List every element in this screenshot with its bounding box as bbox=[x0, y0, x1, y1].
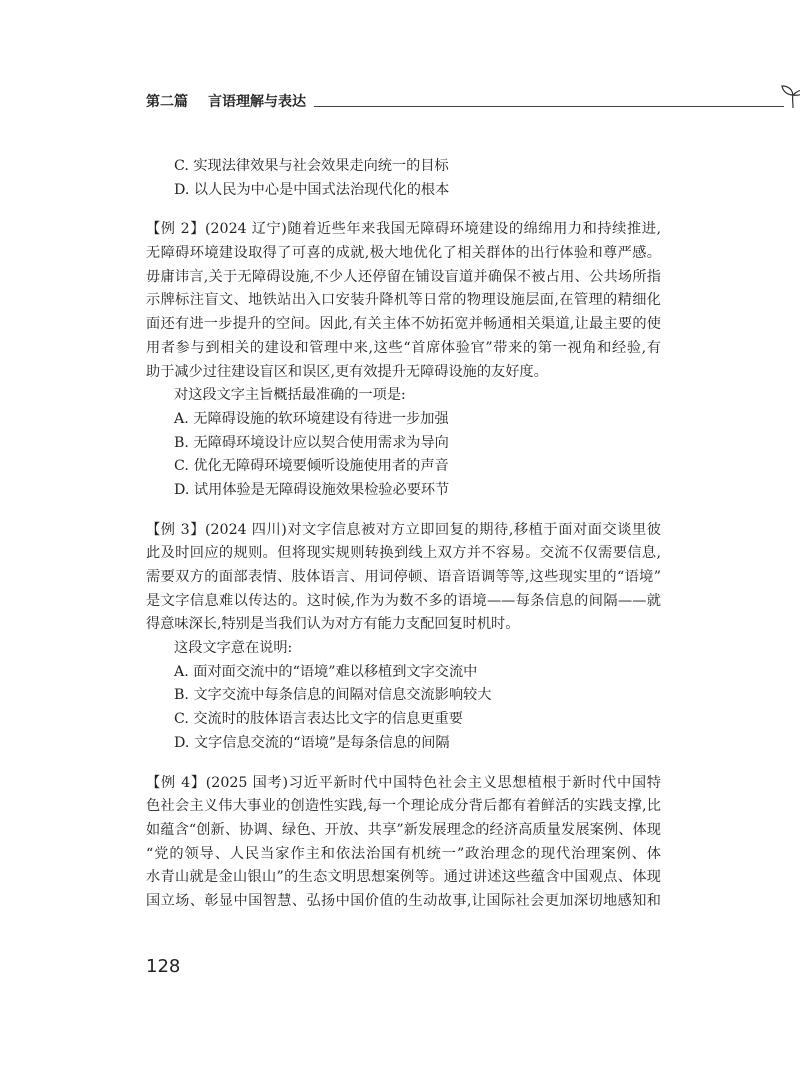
text-line: D. 文字信息交流的“语境”是每条信息的间隔 bbox=[174, 734, 450, 751]
text-block bbox=[146, 218, 661, 502]
text-line: 毋庸讳言,关于无障碍设施,不少人还停留在铺设盲道并确保不被占用、公共场所指 bbox=[146, 268, 661, 285]
text-block bbox=[146, 772, 661, 914]
text-line: A. 无障碍设施的软环境建设有待进一步加强 bbox=[174, 410, 449, 427]
text-block bbox=[146, 519, 661, 756]
text-line: 色社会主义伟大事业的创造性实践,每一个理论成分背后都有着鲜活的实践支撑,比 bbox=[146, 798, 661, 815]
text-line: 【例 3】(2024 四川)对文字信息被对方立即回复的期待,移植于面对面交谈里彼 bbox=[146, 521, 661, 538]
header-title bbox=[146, 91, 306, 111]
text-line: “党的领导、人民当家作主和依法治国有机统一”政治理念的现代治理案例、体 bbox=[146, 845, 661, 862]
text-line: 面还有进一步提升的空间。因此,有关主体不妨拓宽并畅通相关渠道,让最主要的使 bbox=[146, 316, 661, 333]
header-rule bbox=[314, 106, 784, 107]
page-number: 128 bbox=[146, 956, 181, 977]
text-line: 对这段文字主旨概括最准确的一项是: bbox=[174, 387, 406, 404]
text-line: 助于减少过往建设盲区和误区,更有效提升无障碍设施的友好度。 bbox=[146, 363, 548, 380]
text-line: 是文字信息难以传达的。这时候,作为为数不多的语境——每条信息的间隔——就 bbox=[146, 592, 661, 609]
text-line: D. 以人民为中心是中国式法治现代化的根本 bbox=[174, 181, 450, 198]
text-line: 【例 4】(2025 国考)习近平新时代中国特色社会主义思想植根于新时代中国特 bbox=[146, 774, 661, 791]
text-line: 用者参与到相关的建设和管理中来,这些“首席体验官”带来的第一视角和经验,有 bbox=[146, 339, 661, 356]
text-line: B. 文字交流中每条信息的间隔对信息交流影响较大 bbox=[174, 687, 492, 704]
text-line: 需要双方的面部表情、肢体语言、用词停顿、语音语调等等,这些现实里的“语境” bbox=[146, 569, 661, 585]
text-line: 水青山就是金山银山”的生态文明思想案例等。通过讲述这些蕴含中国观点、体现 bbox=[146, 869, 661, 886]
running-header bbox=[146, 85, 666, 115]
paragraph-gap bbox=[146, 756, 661, 772]
header-chapter: 言语理解与表达 bbox=[208, 94, 306, 110]
text-line: D. 试用体验是无障碍设施效果检验必要环节 bbox=[174, 481, 450, 498]
text-line: C. 优化无障碍环境要倾听设施使用者的声音 bbox=[174, 458, 449, 475]
text-line: 示牌标注盲文、地铁站出入口安装升降机等日常的物理设施层面,在管理的精细化 bbox=[146, 292, 661, 309]
text-line: 无障碍环境建设取得了可喜的成就,极大地优化了相关群体的出行体验和尊严感。 bbox=[146, 245, 661, 262]
body-text bbox=[146, 155, 661, 914]
paragraph-gap bbox=[146, 503, 661, 519]
text-line: A. 面对面交流中的“语境”难以移植到文字交流中 bbox=[174, 663, 478, 680]
paragraph-gap bbox=[146, 202, 661, 218]
text-line: 国立场、彰显中国智慧、弘扬中国价值的生动故事,让国际社会更加深切地感知和 bbox=[146, 892, 661, 909]
text-line: 这段文字意在说明: bbox=[174, 640, 293, 657]
text-line: 【例 2】(2024 辽宁)随着近些年来我国无障碍环境建设的绵绵用力和持续推进, bbox=[146, 221, 661, 238]
header-part: 第二篇 bbox=[146, 94, 188, 110]
text-line: C. 实现法律效果与社会效果走向统一的目标 bbox=[174, 158, 449, 174]
text-line: 如蕴含“创新、协调、绿色、开放、共享”新发展理念的经济高质量发展案例、体现 bbox=[146, 821, 661, 838]
sprout-icon bbox=[776, 83, 800, 109]
text-block bbox=[146, 155, 661, 202]
text-line: 此及时回应的规则。但将现实规则转换到线上双方并不容易。交流不仅需要信息, bbox=[146, 545, 661, 562]
text-line: C. 交流时的肢体语言表达比文字的信息更重要 bbox=[174, 711, 463, 728]
text-line: B. 无障碍环境设计应以契合使用需求为导向 bbox=[174, 434, 449, 451]
text-line: 得意味深长,特别是当我们认为对方有能力支配回复时机时。 bbox=[146, 616, 520, 633]
